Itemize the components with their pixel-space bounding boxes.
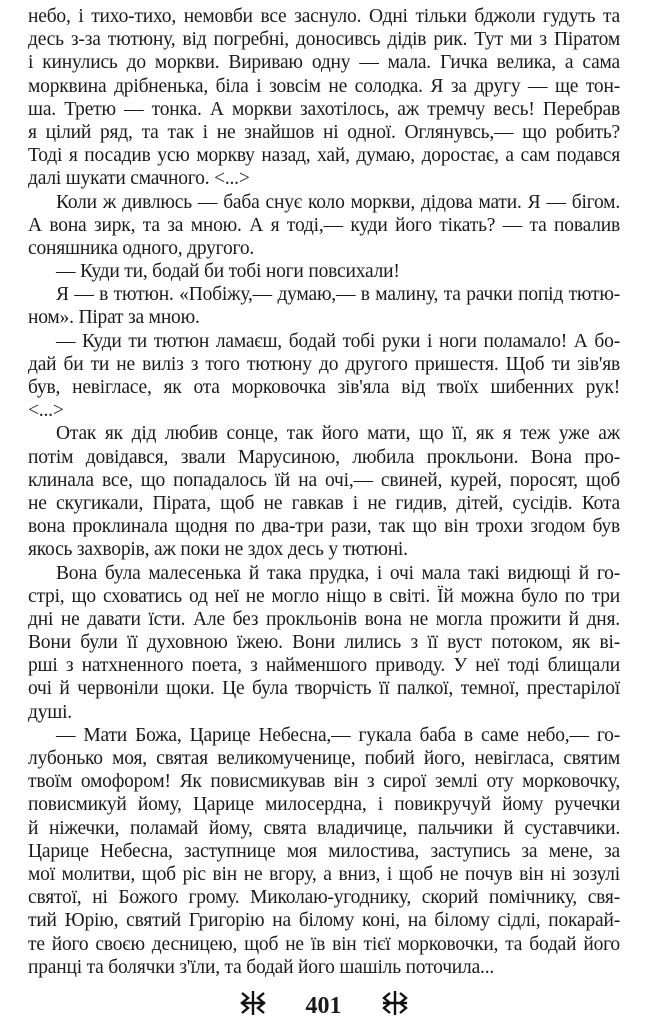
- text-line: Тоді я посадив усю моркву назад, хай, думаю, доростає, а сам подався: [28, 145, 620, 167]
- text-line: А вона зирк, та за мною. А я тоді,— куди його тікать? — та повалив: [28, 214, 620, 236]
- ornament-left-icon: [238, 990, 268, 1021]
- text-line: тий Юрію, святий Григорію на білому коні, на білому сідлі, покарай-: [28, 910, 620, 932]
- text-line: Вони були її духовною їжею. Вони лились з її вуст потоком, як ві-: [28, 632, 620, 654]
- text-line: Отак як дід любив сонце, так його мати, що її, як я теж уже аж: [56, 423, 620, 445]
- text-line: <...>: [28, 400, 64, 422]
- text-line: не скугикали, Пірата, щоб не гавкав і не гидив, дітей, сусідів. Кота: [28, 492, 620, 514]
- ornament-right-icon: [380, 990, 410, 1021]
- text-line: небо, і тихо-тихо, немовби все заснуло. Одні тільки бджоли гудуть та: [28, 6, 620, 27]
- text-line: Коли ж дивлюсь — баба снує коло моркви, дідова мати. Я — бігом.: [56, 191, 620, 213]
- page-footer: [0, 990, 647, 1020]
- text-line: очі й червоніли щоки. Це була творчість її палкої, темної, престарілої: [28, 678, 620, 700]
- text-line: був, невігласе, як ота морковочка зів'яла від твоїх шибенних рук!: [28, 377, 620, 398]
- text-line: потім довідався, звали Марусиною, любила прокльони. Вона про-: [28, 446, 620, 468]
- text-line: Я — в тютюн. «Побіжу,— думаю,— в малину, та рачки попід тютю-: [56, 284, 620, 306]
- text-line: й ніжечки, поламай йому, свята владичице, пальчики й суставчики.: [28, 817, 620, 839]
- page-number: 401: [305, 992, 342, 1019]
- text-line: святої, ні Божого грому. Миколаю-угоднику, скорий помічнику, свя-: [28, 887, 620, 909]
- text-line: мої молитви, щоб ріс він не вгору, а вниз, і щоб не почув він ні зозулі: [28, 863, 620, 885]
- text-line: пранці та болячки з'їли, та бодай його шашіль поточила...: [28, 956, 495, 978]
- text-line: Вона була малесенька й така прудка, і очі мала такі видющі й го-: [56, 562, 620, 584]
- text-line: вона проклинала щодня по два-три рази, так що він трохи згодом був: [28, 516, 620, 538]
- text-line: — Куди ти, бодай би тобі ноги повсихали!: [56, 261, 400, 283]
- text-line: стрі, що сховатись од неї не могло ніщо в світі. Їй можна було по три: [28, 585, 620, 607]
- text-line: дай би ти не виліз з того тютюну до другого пришестя. Щоб ти зів'яв: [28, 353, 620, 375]
- text-line: клинала все, що попадалось їй на очі,— свиней, курей, поросят, щоб: [28, 469, 620, 491]
- text-line: лубонько моя, святая великомученице, побий його, невігласа, святим: [28, 748, 620, 769]
- text-line: твоїм омофором! Як повисмикував він з сирої землі оту морковочку,: [28, 771, 620, 793]
- text-line: ном». Пірат за мною.: [28, 307, 200, 329]
- text-line: морквина дрібненька, біла і зовсім не солодка. Я за другу — ще тон-: [28, 75, 620, 97]
- text-line: соняшника одного, другого.: [28, 237, 255, 259]
- text-line: якось захворів, аж поки не здох десь у тютюні.: [28, 539, 408, 561]
- text-line: — Мати Божа, Царице Небесна,— гукала баба в саме небо,— го-: [56, 724, 620, 746]
- text-line: ша. Третю — тонка. А моркви захотілось, аж тремчу весь! Перебрав: [28, 98, 620, 120]
- text-line: те його своєю десницею, щоб не їв він тієї морковочки, та бодай його: [28, 933, 620, 955]
- text-line: дні не давати їсти. Але без прокльонів вона не могла прожити й дня.: [28, 608, 620, 630]
- text-line: повисмикуй йому, Царице милосердна, і повикручуй йому ручечки: [28, 794, 620, 816]
- text-line: і кинулись до моркви. Вириваю одну — мала. Гичка велика, а сама: [28, 52, 620, 74]
- text-line: душі.: [28, 701, 72, 723]
- text-line: я цілий ряд, та так і не знайшов ні одної. Оглянувсь,— що робить?: [28, 121, 620, 143]
- text-line: Царице Небесна, заступнице моя милостива, заступись за мене, за: [28, 840, 620, 862]
- text-line: — Куди ти тютюн ламаєш, бодай тобі руки і ноги поламало! А бо-: [56, 330, 620, 352]
- page-body-text: [28, 5, 620, 979]
- text-line: рші з натхненного поета, з найменшого приводу. У неї тоді блищали: [28, 655, 620, 677]
- text-line: десь з-за тютюну, від погребні, доносивсь дідів рик. Тут ми з Піратом: [28, 29, 620, 51]
- text-line: далі шукати смачного. <...>: [28, 168, 250, 190]
